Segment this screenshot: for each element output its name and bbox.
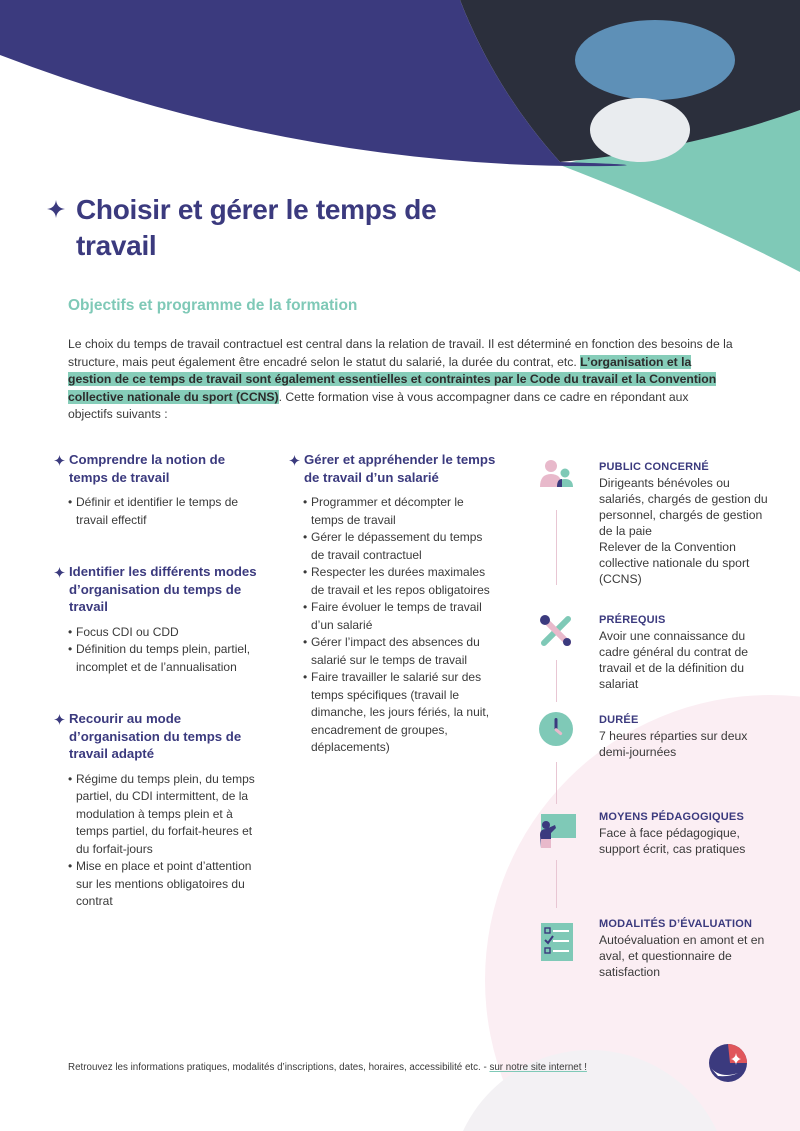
teacher-board-icon xyxy=(537,813,577,849)
info-block-public xyxy=(599,460,769,587)
objective-bullet: • Faire évoluer le temps de travail d’un salarié xyxy=(303,599,493,634)
objective-block xyxy=(289,451,499,757)
website-link[interactable]: sur notre site internet ! xyxy=(489,1062,587,1073)
timeline-connector xyxy=(556,660,557,702)
objective-title: Recourir au mode d’organisation du temps de travail adapté xyxy=(69,711,242,761)
clock-icon xyxy=(538,711,574,747)
timeline-connector xyxy=(556,762,557,804)
objective-block xyxy=(54,710,264,911)
footer-note xyxy=(68,1062,587,1073)
intro-highlight: L’organisation et la gestion de ce temps de travail sont également essentielles et contraintes par le Code du travail et la Convention collective nationale du sport (CCNS) xyxy=(68,354,717,404)
info-title: DURÉE xyxy=(599,714,639,726)
people-icon xyxy=(539,457,575,493)
page-title: Choisir et gérer le temps de travail xyxy=(76,194,437,261)
info-text: Dirigeants bénévoles ou salariés, chargés de gestion du personnel, chargés de gestion de la paie Relever de la Convention collective nationale du sport (CCNS) xyxy=(599,476,768,586)
objective-bullet: • Définir et identifier le temps de travail effectif xyxy=(68,494,264,529)
info-title: MOYENS PÉDAGOGIQUES xyxy=(599,811,744,823)
footer-text: Retrouvez les informations pratiques, modalités d’inscriptions, dates, horaires, accessibilité etc. - xyxy=(68,1062,490,1073)
info-text: 7 heures réparties sur deux demi-journées xyxy=(599,729,748,759)
shoe-decoration xyxy=(575,20,735,100)
star-icon xyxy=(54,567,65,578)
objective-bullet: • Régime du temps plein, du temps partiel, du CDI intermittent, de la modulation à temps plein et à temps partiel, du forfait-heures et du forfait-jours xyxy=(68,771,264,859)
objective-bullet: • Mise en place et point d’attention sur les mentions obligatoires du contrat xyxy=(68,858,264,911)
section-subtitle: Objectifs et programme de la formation xyxy=(68,297,358,314)
checklist-icon xyxy=(539,920,575,962)
objective-bullet: • Programmer et décompter le temps de travail xyxy=(303,494,493,529)
objective-bullet: • Définition du temps plein, partiel, incomplet et de l’annualisation xyxy=(68,641,264,676)
brand-logo-icon xyxy=(708,1043,748,1083)
objective-bullet: • Respecter les durées maximales de travail et les repos obligatoires xyxy=(303,564,493,599)
objective-block xyxy=(54,563,264,676)
objective-bullet: • Focus CDI ou CDD xyxy=(68,624,264,642)
star-icon xyxy=(54,714,65,725)
info-text: Avoir une connaissance du cadre général du contrat de travail et de la définition du salariat xyxy=(599,629,749,691)
info-title: PUBLIC CONCERNÉ xyxy=(599,461,709,473)
info-text: Autoévaluation en amont et en aval, et questionnaire de satisfaction xyxy=(599,933,765,979)
objective-title: Comprendre la notion de temps de travail xyxy=(69,452,226,485)
objective-bullet: • Gérer l’impact des absences du salarié sur le temps de travail xyxy=(303,634,493,669)
timeline-connector xyxy=(556,860,557,908)
timeline-connector xyxy=(556,510,557,585)
intro-text-end: . Cette formation vise à vous accompagner dans ce cadre en répondant aux objectifs suivants : xyxy=(68,389,689,421)
objective-bullet: • Gérer le dépassement du temps de travail contractuel xyxy=(303,529,493,564)
star-icon xyxy=(289,455,300,466)
info-title: MODALITÉS D’ÉVALUATION xyxy=(599,918,753,930)
objective-bullet: • Faire travailler le salarié sur des temps spécifiques (travail le dimanche, les jours fériés, la nuit, encadrement de groupes, déplacements) xyxy=(303,669,493,757)
info-title: PRÉREQUIS xyxy=(599,614,666,626)
objective-title: Identifier les différents modes d’organisation du temps de travail xyxy=(69,564,257,614)
info-block-modalites xyxy=(599,917,769,980)
objective-title: Gérer et appréhender le temps de travail d’un salarié xyxy=(304,452,496,485)
ball-decoration xyxy=(590,98,690,162)
info-text: Face à face pédagogique, support écrit, cas pratiques xyxy=(599,826,746,856)
star-icon xyxy=(54,455,65,466)
intro-text-start: Le choix du temps de travail contractuel est central dans la relation de travail. Il est déterminé en fonction des besoins de la structure, mais peut également être encadré selon le statut du salarié, la durée du contrat, etc. xyxy=(68,337,733,369)
intro-paragraph xyxy=(68,336,736,424)
objective-block xyxy=(54,451,264,529)
info-block-prerequis xyxy=(599,613,769,692)
info-block-moyens xyxy=(599,810,769,857)
info-block-duree xyxy=(599,713,769,760)
star-icon xyxy=(47,200,65,218)
tools-icon xyxy=(538,613,574,649)
